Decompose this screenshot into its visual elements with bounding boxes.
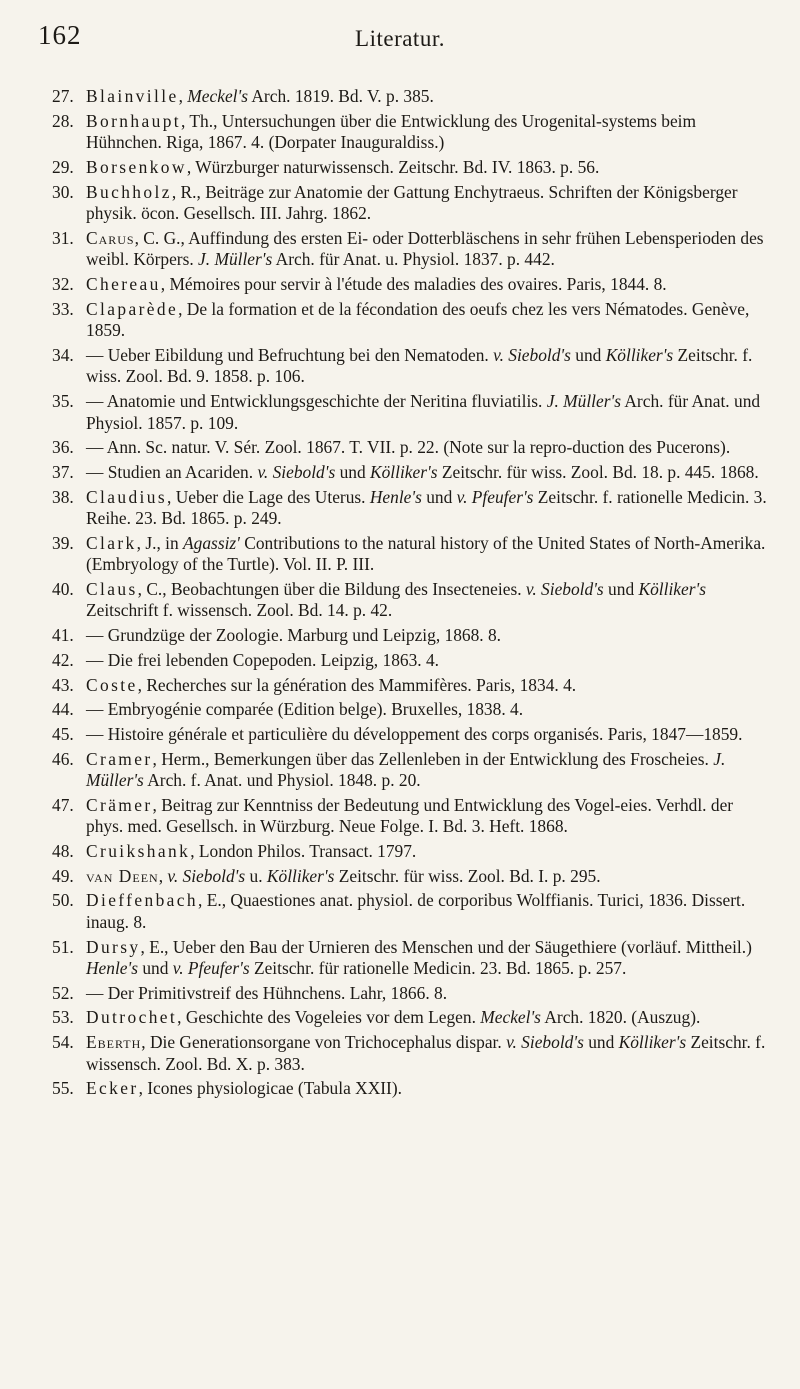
reference-number: 44. bbox=[52, 699, 74, 720]
reference-text: , Icones physiologicae (Tabula XXII). bbox=[138, 1078, 402, 1099]
reference-entry bbox=[52, 675, 772, 697]
reference-entry bbox=[52, 462, 772, 484]
reference-entry bbox=[52, 111, 772, 154]
reference-entry bbox=[52, 866, 772, 888]
reference-text: , bbox=[178, 86, 188, 106]
reference-text: , Herm., Bemerkungen über das Zellenleben in der Entwicklung des Froscheies. bbox=[152, 748, 714, 769]
reference-number: 28. bbox=[52, 110, 74, 131]
reference-text: , bbox=[158, 865, 168, 886]
reference-number: 39. bbox=[52, 532, 74, 553]
reference-text: , E., Quaestiones anat. physiol. de corporibus Wolffianis. Turici, 1836. Dissert. inaug. 8. bbox=[86, 890, 746, 932]
reference-entry bbox=[52, 437, 772, 459]
reference-text: , Mémoires pour servir à l'étude des maladies des ovaires. Paris, 1844. 8. bbox=[160, 273, 667, 294]
reference-entry bbox=[52, 890, 772, 933]
reference-author: Dursy bbox=[86, 936, 141, 957]
reference-entry bbox=[52, 299, 772, 342]
reference-author: Dutrochet bbox=[86, 1007, 178, 1028]
reference-number: 35. bbox=[52, 391, 74, 411]
reference-italic: Kölliker's bbox=[605, 344, 674, 365]
reference-entry bbox=[52, 937, 772, 980]
reference-author: Chereau bbox=[86, 273, 161, 294]
reference-list bbox=[52, 86, 772, 1103]
running-title: Literatur. bbox=[355, 26, 445, 51]
reference-author: Coste bbox=[86, 674, 138, 695]
reference-entry bbox=[52, 650, 772, 672]
reference-number: 43. bbox=[52, 674, 74, 695]
reference-author: Borsenkow bbox=[86, 156, 187, 177]
reference-number: 45. bbox=[52, 723, 74, 744]
reference-author: Ecker bbox=[86, 1078, 139, 1099]
reference-author: Eberth bbox=[86, 1032, 142, 1053]
reference-italic: v. Siebold's bbox=[506, 1032, 584, 1053]
reference-text: — Anatomie und Entwicklungsgeschichte der Neritina fluviatilis. bbox=[86, 391, 547, 411]
reference-entry bbox=[52, 1078, 772, 1100]
reference-italic: Kölliker's bbox=[370, 461, 438, 482]
reference-entry bbox=[52, 533, 772, 576]
reference-italic: v. Pfeufer's bbox=[456, 486, 534, 507]
reference-author: Carus bbox=[86, 227, 135, 248]
reference-text: Contributions to the natural history of the United States of North-Amerika. (Embryology of the Turtle). Vol. II. P. III. bbox=[86, 532, 766, 575]
reference-text: , Würzburger naturwissensch. Zeitschr. Bd. IV. 1863. p. 56. bbox=[186, 156, 600, 177]
reference-text: , E., Ueber den Bau der Urnieren des Menschen und der Säugethiere (vorläuf. Mittheil.) bbox=[140, 936, 752, 957]
reference-italic: v. Siebold's bbox=[525, 578, 604, 599]
reference-number: 49. bbox=[52, 865, 74, 886]
reference-text: , J., in bbox=[136, 532, 184, 553]
reference-text: , London Philos. Transact. 1797. bbox=[190, 840, 417, 861]
reference-text: , R., Beiträge zur Anatomie der Gattung Enchytraeus. Schriften der Königsberger physik. öcon. Gesellsch. III. Jahrg. 1862. bbox=[86, 181, 738, 224]
reference-number: 37. bbox=[52, 461, 74, 482]
reference-italic: Henle's bbox=[86, 958, 139, 978]
reference-author: Claudius bbox=[86, 486, 168, 507]
reference-number: 46. bbox=[52, 748, 74, 769]
reference-entry bbox=[52, 983, 772, 1005]
reference-entry bbox=[52, 749, 772, 792]
reference-entry bbox=[52, 487, 772, 530]
reference-number: 48. bbox=[52, 840, 74, 861]
reference-number: 29. bbox=[52, 156, 74, 177]
reference-italic: v. Siebold's bbox=[167, 865, 246, 886]
reference-text: — Ueber Eibildung und Befruchtung bei den Nematoden. bbox=[86, 344, 494, 365]
reference-author: Crämer bbox=[86, 794, 153, 815]
reference-entry bbox=[52, 795, 772, 838]
reference-entry bbox=[52, 1007, 772, 1029]
reference-text: Zeitschr. f. rationelle Medicin. 3. Reihe. 23. Bd. 1865. p. 249. bbox=[86, 486, 767, 529]
reference-entry bbox=[52, 841, 772, 863]
reference-text: Arch. 1819. Bd. V. p. 385. bbox=[247, 86, 434, 106]
reference-text: — Embryogénie comparée (Edition belge). Bruxelles, 1838. 4. bbox=[86, 699, 524, 720]
reference-text: und bbox=[335, 461, 371, 482]
reference-author: Buchholz bbox=[86, 181, 172, 202]
reference-text: und bbox=[603, 578, 639, 599]
reference-entry bbox=[52, 391, 772, 434]
reference-italic: Agassiz' bbox=[183, 532, 240, 553]
reference-number: 50. bbox=[52, 890, 74, 911]
reference-author: Dieffenbach bbox=[86, 890, 199, 911]
reference-number: 53. bbox=[52, 1007, 74, 1028]
reference-text: , Th., Untersuchungen über die Entwicklung des Urogenital-systems beim Hühnchen. Riga, 1867. 4. (Dorpater Inauguraldiss.) bbox=[86, 110, 697, 153]
reference-text: , Geschichte des Vogeleies vor dem Legen. bbox=[177, 1007, 481, 1028]
reference-italic: Henle's bbox=[369, 486, 422, 507]
reference-number: 51. bbox=[52, 936, 74, 957]
reference-number: 27. bbox=[52, 86, 74, 106]
reference-italic: v. Siebold's bbox=[257, 461, 336, 482]
reference-text: Arch. 1820. (Auszug). bbox=[540, 1007, 701, 1028]
reference-text: und bbox=[421, 486, 457, 507]
reference-author: Claparède bbox=[86, 298, 179, 319]
reference-entry bbox=[52, 86, 772, 108]
reference-entry bbox=[52, 345, 772, 388]
reference-text: , Die Generationsorgane von Trichocephalus dispar. bbox=[141, 1032, 507, 1053]
reference-number: 33. bbox=[52, 298, 74, 319]
reference-text: , C. G., Auffindung des ersten Ei- oder Dotterbläschens in sehr frühen Lebensperioden des weibl. Körpers. bbox=[86, 227, 764, 270]
reference-entry bbox=[52, 724, 772, 746]
reference-text: Zeitschr. f. wissensch. Zool. Bd. X. p. 383. bbox=[86, 1032, 766, 1074]
reference-number: 30. bbox=[52, 181, 74, 202]
reference-text: Zeitschr. f. wiss. Zool. Bd. 9. 1858. p. 106. bbox=[86, 344, 753, 387]
reference-text: , Beitrag zur Kenntniss der Bedeutung und Entwicklung des Vogel-eies. Verhdl. der phys. med. Gesellsch. in Würzburg. Neue Folge. I. Bd. 3. Heft. 1868. bbox=[86, 794, 734, 837]
reference-text: , C., Beobachtungen über die Bildung des Insecteneies. bbox=[137, 578, 526, 599]
reference-number: 41. bbox=[52, 625, 74, 646]
reference-text: , Ueber die Lage des Uterus. bbox=[167, 486, 370, 507]
reference-text: und bbox=[570, 344, 606, 365]
reference-author: Cruikshank bbox=[86, 840, 191, 861]
reference-text: — Die frei lebenden Copepoden. Leipzig, 1863. 4. bbox=[86, 649, 440, 670]
reference-number: 42. bbox=[52, 649, 74, 670]
reference-text: — Ann. Sc. natur. V. Sér. Zool. 1867. T. VII. p. 22. (Note sur la repro-duction des Pucerons). bbox=[86, 437, 731, 458]
reference-author: Blainville bbox=[86, 86, 179, 106]
reference-entry bbox=[52, 625, 772, 647]
reference-text: Zeitschr. für wiss. Zool. Bd. I. p. 295. bbox=[334, 865, 601, 886]
reference-text: Arch. für Anat. u. Physiol. 1837. p. 442. bbox=[272, 249, 555, 270]
reference-text: Zeitschrift f. wissensch. Zool. Bd. 14. p. 42. bbox=[86, 600, 393, 621]
reference-number: 34. bbox=[52, 344, 74, 365]
page-number: 162 bbox=[38, 20, 82, 50]
reference-text: Arch. für Anat. und Physiol. 1857. p. 109. bbox=[86, 391, 761, 433]
reference-italic: v. Pfeufer's bbox=[172, 958, 250, 978]
reference-italic: Kölliker's bbox=[266, 865, 335, 886]
reference-italic: J. Müller's bbox=[198, 249, 273, 270]
reference-entry bbox=[52, 157, 772, 179]
reference-text: , De la formation et de la fécondation des oeufs chez les vers Nématodes. Genève, 1859. bbox=[86, 298, 750, 341]
reference-text: Zeitschr. für wiss. Zool. Bd. 18. p. 445. 1868. bbox=[437, 461, 759, 482]
reference-entry bbox=[52, 182, 772, 225]
reference-author: Bornhaupt bbox=[86, 110, 182, 131]
reference-italic: v. Siebold's bbox=[493, 344, 571, 365]
reference-number: 31. bbox=[52, 227, 74, 248]
reference-text: — Grundzüge der Zoologie. Marburg und Leipzig, 1868. 8. bbox=[86, 625, 502, 646]
reference-entry bbox=[52, 579, 772, 622]
reference-text: und bbox=[138, 958, 173, 978]
reference-author: van Deen bbox=[86, 865, 159, 886]
reference-number: 52. bbox=[52, 982, 74, 1003]
reference-number: 32. bbox=[52, 273, 74, 294]
reference-entry bbox=[52, 699, 772, 721]
reference-text: und bbox=[583, 1032, 619, 1053]
reference-text: u. bbox=[245, 865, 267, 886]
reference-italic: Meckel's bbox=[480, 1007, 541, 1028]
reference-italic: Meckel's bbox=[187, 86, 248, 106]
reference-italic: Kölliker's bbox=[638, 578, 706, 599]
reference-italic: J. Müller's bbox=[86, 748, 726, 791]
reference-text: Arch. f. Anat. und Physiol. 1848. p. 20. bbox=[143, 770, 421, 791]
reference-author: Claus bbox=[86, 578, 138, 599]
reference-text: — Der Primitivstreif des Hühnchens. Lahr, 1866. 8. bbox=[86, 982, 448, 1003]
reference-text: Zeitschr. für rationelle Medicin. 23. Bd. 1865. p. 257. bbox=[249, 958, 627, 978]
reference-entry bbox=[52, 274, 772, 296]
reference-number: 47. bbox=[52, 794, 74, 815]
reference-text: — Histoire générale et particulière du développement des corps organisés. Paris, 1847—1859. bbox=[86, 723, 743, 744]
reference-author: Cramer bbox=[86, 748, 153, 769]
reference-author: Clark bbox=[86, 532, 137, 553]
reference-number: 40. bbox=[52, 578, 74, 599]
reference-italic: Kölliker's bbox=[618, 1032, 687, 1053]
reference-number: 36. bbox=[52, 437, 74, 458]
reference-italic: J. Müller's bbox=[546, 391, 621, 411]
reference-text: , Recherches sur la génération des Mammifères. Paris, 1834. 4. bbox=[137, 674, 577, 695]
reference-entry bbox=[52, 228, 772, 271]
reference-number: 54. bbox=[52, 1032, 74, 1053]
reference-entry bbox=[52, 1032, 772, 1075]
reference-text: — Studien an Acariden. bbox=[86, 461, 258, 482]
reference-number: 38. bbox=[52, 486, 74, 507]
reference-number: 55. bbox=[52, 1078, 74, 1099]
